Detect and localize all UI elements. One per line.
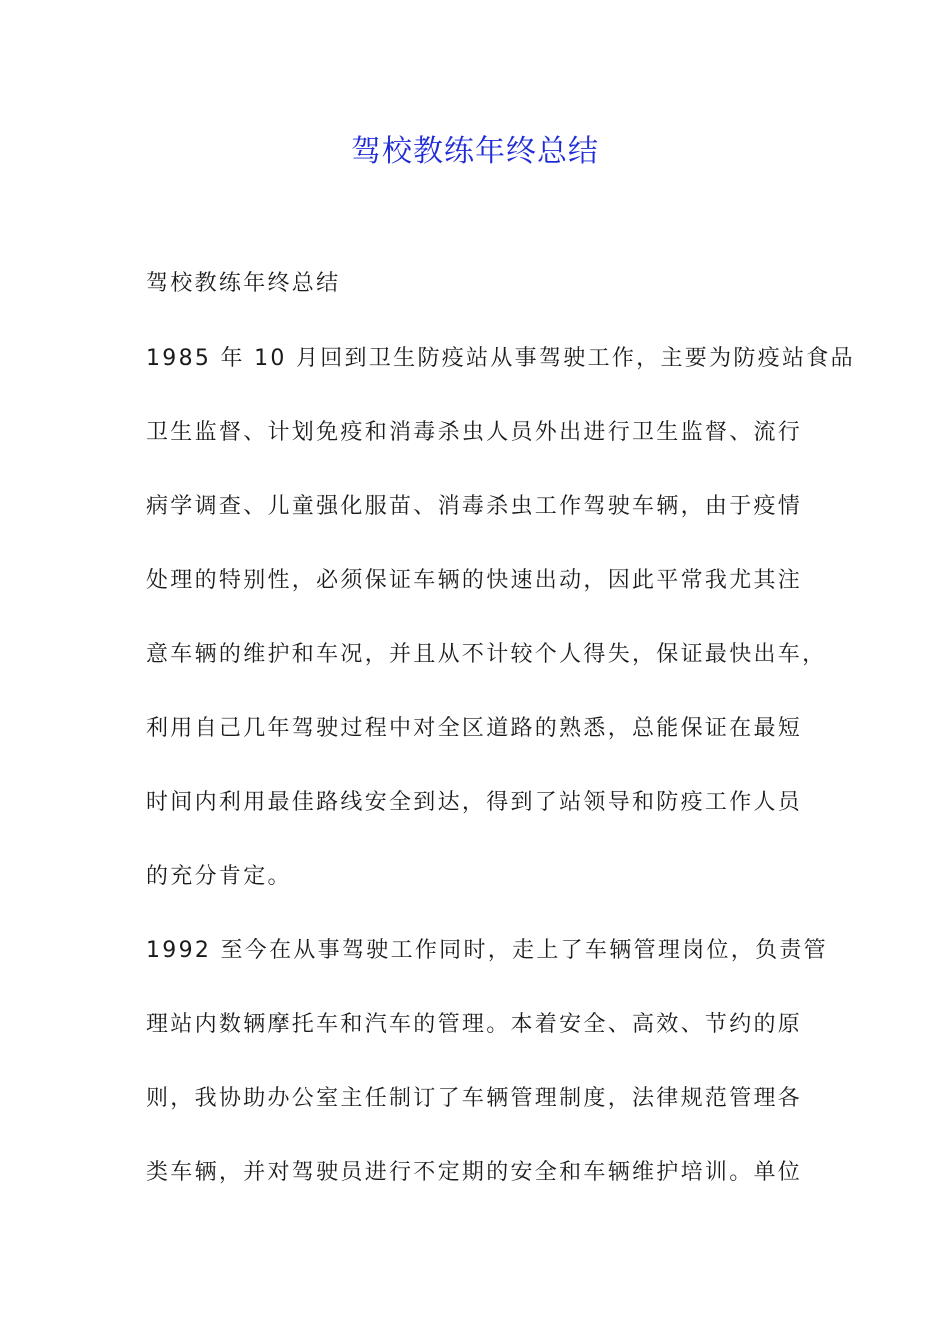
body-line: 则，我协助办公室主任制订了车辆管理制度，法律规范管理各 — [146, 1086, 803, 1111]
body-line: 的充分肯定。 — [146, 864, 292, 889]
document-title: 驾校教练年终总结 — [351, 134, 599, 169]
body-line: 意车辆的维护和车况，并且从不计较个人得失，保证最快出车， — [146, 642, 827, 667]
body-line-subtitle: 驾校教练年终总结 — [146, 271, 341, 296]
body-line: 理站内数辆摩托车和汽车的管理。本着安全、高效、节约的原 — [146, 1012, 803, 1037]
body-line: 类车辆，并对驾驶员进行不定期的安全和车辆维护培训。单位 — [146, 1160, 803, 1185]
body-line: 利用自己几年驾驶过程中对全区道路的熟悉，总能保证在最短 — [146, 716, 803, 741]
body-line: 时间内利用最佳路线安全到达，得到了站领导和防疫工作人员 — [146, 790, 803, 815]
body-line: 1985 年 10 月回到卫生防疫站从事驾驶工作，主要为防疫站食品 — [146, 346, 855, 371]
body-line: 病学调查、儿童强化服苗、消毒杀虫工作驾驶车辆，由于疫情 — [146, 494, 803, 519]
body-line: 卫生监督、计划免疫和消毒杀虫人员外出进行卫生监督、流行 — [146, 420, 803, 445]
body-line: 1992 至今在从事驾驶工作同时，走上了车辆管理岗位，负责管 — [146, 938, 828, 963]
document-body — [146, 268, 855, 1231]
body-line: 处理的特别性，必须保证车辆的快速出动，因此平常我尤其注 — [146, 568, 803, 593]
